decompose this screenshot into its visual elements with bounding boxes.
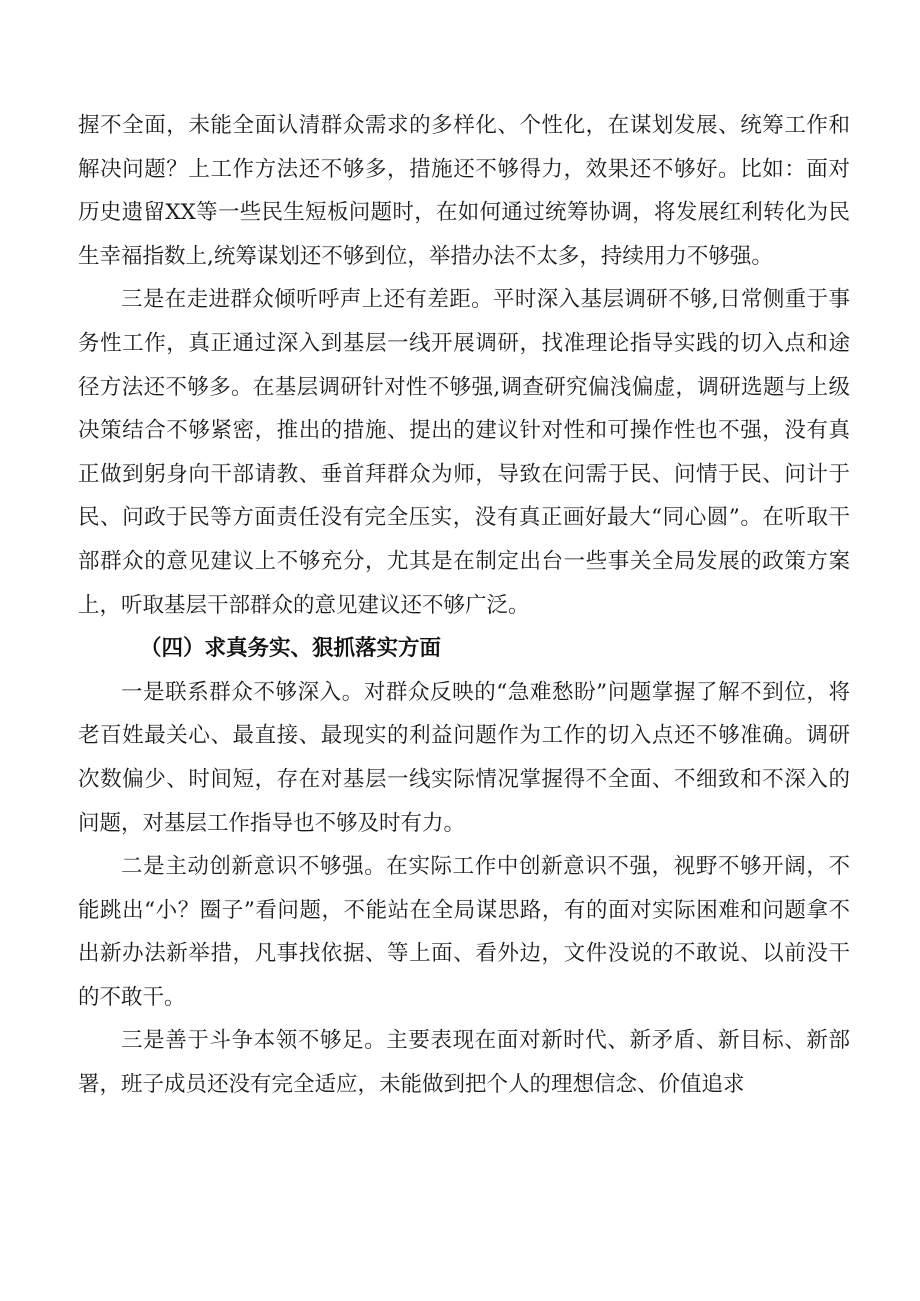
- paragraph-point-one-contact: 一是联系群众不够深入。对群众反映的“急难愁盼”问题掌握了解不到位，将老百姓最关心、最直接、最现实的利益问题作为工作的切入点还不够准确。调研次数偏少、时间短，存在对基层一线实际情况掌握得不全面、不细致和不深入的问题，对基层工作指导也不够及时有力。: [78, 679, 850, 836]
- paragraph-point-two-innovation: 二是主动创新意识不够强。在实际工作中创新意识不强，视野不够开阔，不能跳出“小？圈子”看问题，不能站在全局谋思路，有的面对实际困难和问题拿不出新办法新举措，凡事找依据、等上面、看外边，文件没说的不敢说、以前没干的不敢干。: [78, 854, 850, 1010]
- paragraph-continuation: 握不全面，未能全面认清群众需求的多样化、个性化，在谋划发展、统筹工作和解决问题？上工作方法还不够多，措施还不够得力，效果还不够好。比如：面对历史遗留XX等一些民生短板问题时，在如何通过统筹协调，将发展红利转化为民生幸福指数上,统筹谋划还不够到位，举措办法不太多，持续用力不够强。: [78, 113, 850, 269]
- paragraph-point-three-struggle: 三是善于斗争本领不够足。主要表现在面对新时代、新矛盾、新目标、新部署，班子成员还没有完全适应，未能做到把个人的理想信念、价值追求: [78, 1028, 850, 1098]
- paragraph-point-three-listening: 三是在走进群众倾听呼声上还有差距。平时深入基层调研不够,日常侧重于事务性工作，真正通过深入到基层一线开展调研，找准理论指导实践的切入点和途径方法还不够多。在基层调研针对性不够强,调查研究偏浅偏虚，调研选题与上级决策结合不够紧密，推出的措施、提出的建议针对性和可操作性也不强，没有真正做到躬身向干部请教、垂首拜群众为师，导致在问需于民、问情于民、问计于民、问政于民等方面责任没有完全压实，没有真正画好最大“同心圆”。在听取干部群众的意见建议上不够充分，尤其是在制定出台一些事关全局发展的政策方案上，听取基层干部群众的意见建议还不够广泛。: [78, 287, 850, 618]
- document-body: [78, 104, 850, 1107]
- section-heading-four: （四）求真务实、狠抓落实方面: [140, 636, 442, 662]
